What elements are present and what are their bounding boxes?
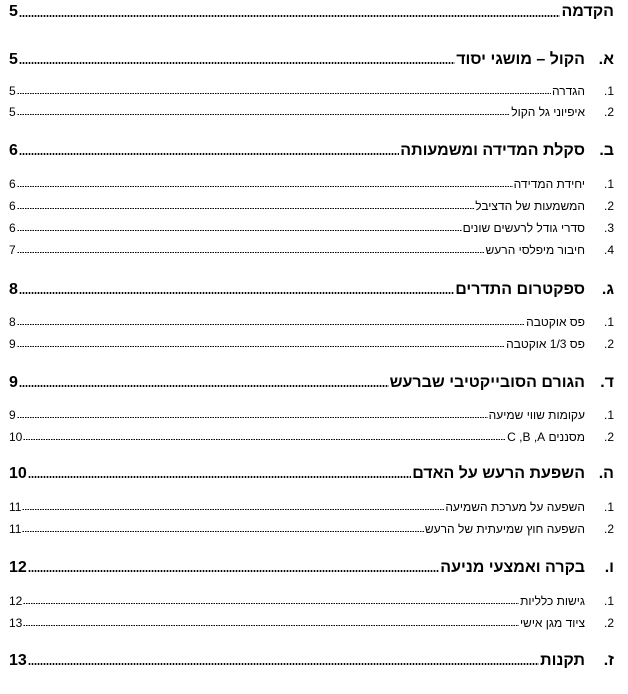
toc-entry-title: מסננים C ,B ,A xyxy=(507,430,585,444)
toc-entry-number: 1. xyxy=(603,408,614,422)
toc-entry-page: 13 xyxy=(9,616,23,630)
toc-subsection-entry[interactable] xyxy=(9,78,614,98)
dot-leader xyxy=(17,417,488,419)
dot-leader xyxy=(19,385,389,387)
dot-leader xyxy=(19,15,561,17)
toc-subsection-entry[interactable] xyxy=(9,309,614,329)
toc-section-heading[interactable] xyxy=(9,372,614,392)
dot-leader xyxy=(28,476,411,478)
toc-section-heading[interactable] xyxy=(9,557,614,577)
dot-leader xyxy=(19,153,399,155)
toc-subsection-entry[interactable] xyxy=(9,516,614,536)
toc-subsection-entry[interactable] xyxy=(9,99,614,119)
dot-leader xyxy=(17,186,513,188)
toc-entry-page: 11 xyxy=(9,522,22,536)
dot-leader xyxy=(17,93,551,95)
toc-entry-title: השפעה חוץ שמיעתית של הרעש xyxy=(424,522,585,536)
toc-subsection-entry[interactable] xyxy=(9,237,614,257)
toc-entry-title: גישות כלליות xyxy=(520,594,585,608)
toc-entry-number: ד. xyxy=(600,374,614,391)
toc-subsection-entry[interactable] xyxy=(9,402,614,422)
toc-section-heading[interactable] xyxy=(9,463,614,483)
dot-leader xyxy=(17,114,511,116)
toc-section-heading[interactable] xyxy=(9,279,614,299)
toc-entry-title: ספקטרום התדרים xyxy=(455,281,585,298)
dot-leader xyxy=(17,230,462,232)
toc-entry-title: סקלת המדידה ומשמעותה xyxy=(400,142,585,159)
toc-subsection-entry[interactable] xyxy=(9,610,614,630)
toc-entry-page: 9 xyxy=(9,374,18,391)
dot-leader xyxy=(17,346,505,348)
toc-entry-page: 10 xyxy=(9,430,23,444)
toc-entry-number: 1. xyxy=(603,84,614,98)
dot-leader xyxy=(23,439,506,441)
toc-entry-page: 5 xyxy=(9,105,16,119)
toc-entry-page: 7 xyxy=(9,243,16,257)
toc-entry-page: 5 xyxy=(9,51,18,68)
toc-entry-number: ה. xyxy=(598,465,614,482)
toc-entry-title: סדרי גודל לרעשים שונים xyxy=(462,221,585,235)
toc-entry-number: 4. xyxy=(603,243,614,257)
toc-entry-title: פס אוקטבה xyxy=(526,315,585,329)
toc-entry-number: 2. xyxy=(603,105,614,119)
toc-entry-title: פס 1/3 אוקטבה xyxy=(506,337,585,351)
toc-entry-title: הקדמה xyxy=(561,3,614,20)
toc-entry-intro[interactable] xyxy=(9,1,614,21)
toc-entry-number: 2. xyxy=(603,616,614,630)
toc-subsection-entry[interactable] xyxy=(9,494,614,514)
toc-entry-number: ו. xyxy=(604,559,614,576)
toc-entry-title: הגדרה xyxy=(552,84,585,98)
dot-leader xyxy=(28,570,440,572)
toc-section-heading[interactable] xyxy=(9,140,614,160)
dot-leader xyxy=(23,625,519,627)
dot-leader xyxy=(28,663,539,665)
dot-leader xyxy=(22,531,423,533)
dot-leader xyxy=(17,324,525,326)
toc-entry-title: הקול – מושגי יסוד xyxy=(456,51,585,68)
dot-leader xyxy=(19,292,454,294)
toc-entry-title: ציוד מגן אישי xyxy=(519,616,585,630)
toc-entry-title: איפיוני גל הקול xyxy=(511,105,585,119)
toc-entry-number: 3. xyxy=(603,221,614,235)
toc-entry-title: יחידת המדידה xyxy=(513,177,585,191)
toc-subsection-entry[interactable] xyxy=(9,331,614,351)
toc-entry-page: 13 xyxy=(9,652,27,669)
toc-entry-number: 1. xyxy=(603,177,614,191)
toc-entry-number: א. xyxy=(598,51,614,68)
toc-subsection-entry[interactable] xyxy=(9,588,614,608)
toc-entry-number: ג. xyxy=(601,281,614,298)
toc-subsection-entry[interactable] xyxy=(9,215,614,235)
toc-section-heading[interactable] xyxy=(9,650,614,670)
toc-subsection-entry[interactable] xyxy=(9,424,614,444)
toc-entry-title: הגורם הסובייקטיבי שברעש xyxy=(389,374,585,391)
toc-entry-number: 1. xyxy=(603,594,614,608)
toc-subsection-entry[interactable] xyxy=(9,193,614,213)
toc-entry-title: חיבור מיפלסי הרעש xyxy=(485,243,585,257)
toc-entry-page: 6 xyxy=(9,221,16,235)
toc-entry-page: 8 xyxy=(9,281,18,298)
toc-entry-page: 9 xyxy=(9,408,16,422)
toc-entry-number: 1. xyxy=(603,315,614,329)
toc-entry-number: 1. xyxy=(603,500,614,514)
toc-entry-page: 10 xyxy=(9,465,27,482)
toc-entry-page: 5 xyxy=(9,3,18,20)
dot-leader xyxy=(17,208,475,210)
toc-entry-title: עקומות שווי שמיעה xyxy=(488,408,585,422)
toc-entry-page: 6 xyxy=(9,177,16,191)
dot-leader xyxy=(22,509,444,511)
toc-entry-page: 12 xyxy=(9,594,23,608)
toc-entry-number: 2. xyxy=(603,337,614,351)
toc-entry-title: השפעת הרעש על האדם xyxy=(412,465,585,482)
toc-entry-page: 12 xyxy=(9,559,27,576)
toc-entry-title: בקרה ואמצעי מניעה xyxy=(440,559,585,576)
toc-entry-page: 5 xyxy=(9,84,16,98)
toc-entry-title: השפעה על מערכת השמיעה xyxy=(445,500,585,514)
toc-entry-number: ב. xyxy=(599,142,614,159)
toc-entry-page: 6 xyxy=(9,142,18,159)
toc-entry-page: 11 xyxy=(9,500,22,514)
toc-entry-number: 2. xyxy=(603,522,614,536)
toc-entry-page: 8 xyxy=(9,315,16,329)
toc-section-heading[interactable] xyxy=(9,49,614,69)
toc-entry-title: המשמעות של הדציבל xyxy=(475,199,585,213)
toc-entry-page: 9 xyxy=(9,337,16,351)
toc-entry-number: 2. xyxy=(603,199,614,213)
toc-entry-number: ז. xyxy=(603,652,614,669)
dot-leader xyxy=(17,252,485,254)
toc-entry-title: תקנות xyxy=(540,652,585,669)
toc-subsection-entry[interactable] xyxy=(9,171,614,191)
toc-entry-number: 2. xyxy=(603,430,614,444)
dot-leader xyxy=(23,603,519,605)
dot-leader xyxy=(19,62,455,64)
toc-entry-page: 6 xyxy=(9,199,16,213)
